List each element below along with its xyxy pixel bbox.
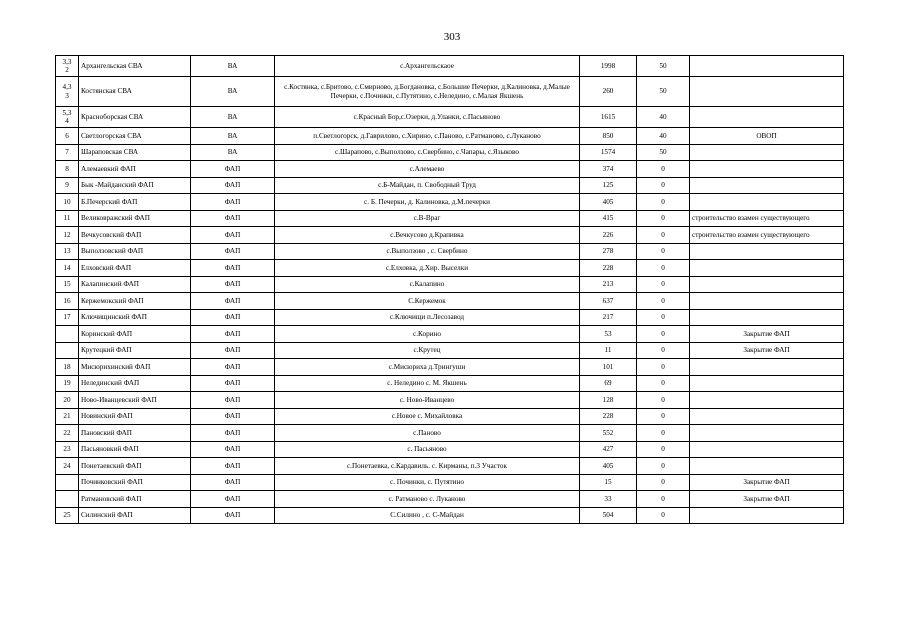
- facility-name-cell: Светлогорская СВА: [79, 128, 191, 145]
- facility-name-cell: Нелединский ФАП: [79, 375, 191, 392]
- served-settlements-cell: с.Крутец: [275, 342, 580, 359]
- facility-type-cell: ФАП: [191, 408, 275, 425]
- table-row: [56, 177, 844, 194]
- note-cell: [690, 309, 844, 326]
- table-row: [56, 161, 844, 178]
- row-number-cell: [56, 491, 79, 508]
- table-row: [56, 276, 844, 293]
- note-cell: [690, 359, 844, 376]
- row-number-cell: 6: [56, 128, 79, 145]
- served-settlements-cell: с.Вечкусово д.Крапивка: [275, 227, 580, 244]
- facility-type-cell: ФАП: [191, 210, 275, 227]
- row-number-cell: 11: [56, 210, 79, 227]
- load-cell: 0: [637, 210, 690, 227]
- facility-type-cell: ФАП: [191, 425, 275, 442]
- load-cell: 0: [637, 408, 690, 425]
- row-number-cell: 23: [56, 441, 79, 458]
- row-number-cell: 18: [56, 359, 79, 376]
- served-settlements-cell: с.Алемаево: [275, 161, 580, 178]
- facility-name-cell: Великовражский ФАП: [79, 210, 191, 227]
- load-cell: 0: [637, 474, 690, 491]
- load-cell: 50: [637, 56, 690, 77]
- facility-name-cell: Ново-Иванцевский ФАП: [79, 392, 191, 409]
- row-number-cell: 10: [56, 194, 79, 211]
- served-settlements-cell: с. Ратманово с. Луканово: [275, 491, 580, 508]
- facility-type-cell: ФАП: [191, 359, 275, 376]
- table-row: [56, 107, 844, 128]
- table-row: [56, 375, 844, 392]
- load-cell: 0: [637, 392, 690, 409]
- note-cell: строительство взамен существующего: [690, 227, 844, 244]
- served-settlements-cell: с.Корино: [275, 326, 580, 343]
- row-number-cell: 3,3 2: [56, 56, 79, 77]
- table-row: [56, 260, 844, 277]
- load-cell: 0: [637, 425, 690, 442]
- facility-name-cell: Пасьяновкий ФАП: [79, 441, 191, 458]
- row-number-cell: 16: [56, 293, 79, 310]
- table-body: [56, 56, 844, 524]
- population-cell: 128: [580, 392, 637, 409]
- row-number-cell: 4,3 3: [56, 77, 79, 107]
- note-cell: [690, 56, 844, 77]
- facility-name-cell: Пановский ФАП: [79, 425, 191, 442]
- population-cell: 33: [580, 491, 637, 508]
- row-number-cell: [56, 474, 79, 491]
- population-cell: 552: [580, 425, 637, 442]
- facility-type-cell: ФАП: [191, 243, 275, 260]
- served-settlements-cell: С.Силино , с. С-Майдан: [275, 507, 580, 524]
- facility-name-cell: Бык -Майданский ФАП: [79, 177, 191, 194]
- table-row: [56, 425, 844, 442]
- facility-type-cell: ФАП: [191, 227, 275, 244]
- served-settlements-cell: с.Мисюриха д.Трингуши: [275, 359, 580, 376]
- note-cell: [690, 293, 844, 310]
- served-settlements-cell: с.В-Враг: [275, 210, 580, 227]
- load-cell: 0: [637, 227, 690, 244]
- facility-type-cell: ФАП: [191, 441, 275, 458]
- page-number: 303: [443, 31, 461, 43]
- population-cell: 637: [580, 293, 637, 310]
- served-settlements-cell: с. Пасьяново: [275, 441, 580, 458]
- facility-type-cell: ФАП: [191, 458, 275, 475]
- note-cell: [690, 425, 844, 442]
- table-row: [56, 408, 844, 425]
- facility-name-cell: Калапинский ФАП: [79, 276, 191, 293]
- row-number-cell: 19: [56, 375, 79, 392]
- row-number-cell: 14: [56, 260, 79, 277]
- load-cell: 0: [637, 177, 690, 194]
- table-row: [56, 507, 844, 524]
- population-cell: 1998: [580, 56, 637, 77]
- row-number-cell: 21: [56, 408, 79, 425]
- facility-type-cell: ВА: [191, 128, 275, 145]
- row-number-cell: 12: [56, 227, 79, 244]
- table-row: [56, 491, 844, 508]
- load-cell: 0: [637, 260, 690, 277]
- facility-name-cell: Понетаевский ФАП: [79, 458, 191, 475]
- note-cell: [690, 260, 844, 277]
- served-settlements-cell: с. Починки, с. Путятино: [275, 474, 580, 491]
- table-row: [56, 56, 844, 77]
- load-cell: 40: [637, 128, 690, 145]
- load-cell: 0: [637, 507, 690, 524]
- load-cell: 0: [637, 293, 690, 310]
- population-cell: 405: [580, 458, 637, 475]
- served-settlements-cell: с.Понетаевка, с.Кардавиль. с. Кирманы, п.3 Участок: [275, 458, 580, 475]
- table-row: [56, 359, 844, 376]
- facility-type-cell: ВА: [191, 77, 275, 107]
- population-cell: 228: [580, 408, 637, 425]
- facility-name-cell: Ратмановский ФАП: [79, 491, 191, 508]
- facility-name-cell: Выползовский ФАП: [79, 243, 191, 260]
- load-cell: 0: [637, 458, 690, 475]
- table-row: [56, 293, 844, 310]
- served-settlements-cell: с.Выползово , с. Свербино: [275, 243, 580, 260]
- row-number-cell: 8: [56, 161, 79, 178]
- row-number-cell: 24: [56, 458, 79, 475]
- note-cell: [690, 144, 844, 161]
- facility-name-cell: Новинский ФАП: [79, 408, 191, 425]
- row-number-cell: 13: [56, 243, 79, 260]
- load-cell: 50: [637, 144, 690, 161]
- facility-type-cell: ВА: [191, 144, 275, 161]
- served-settlements-cell: с. Б. Печерки, д. Калиновка, д.М.печерки: [275, 194, 580, 211]
- facility-name-cell: Красноборская СВА: [79, 107, 191, 128]
- served-settlements-cell: с.Паново: [275, 425, 580, 442]
- facility-type-cell: ФАП: [191, 342, 275, 359]
- population-cell: 260: [580, 77, 637, 107]
- population-cell: 15: [580, 474, 637, 491]
- load-cell: 0: [637, 441, 690, 458]
- note-cell: [690, 507, 844, 524]
- table-row: [56, 309, 844, 326]
- load-cell: 40: [637, 107, 690, 128]
- facility-name-cell: Алемаевкий ФАП: [79, 161, 191, 178]
- load-cell: 0: [637, 243, 690, 260]
- population-cell: 504: [580, 507, 637, 524]
- table-row: [56, 243, 844, 260]
- note-cell: [690, 77, 844, 107]
- served-settlements-cell: с.Ключищи п.Лесозавод: [275, 309, 580, 326]
- table-row: [56, 458, 844, 475]
- table-row: [56, 392, 844, 409]
- note-cell: Закрытие ФАП: [690, 342, 844, 359]
- served-settlements-cell: с. Ново-Иванцево: [275, 392, 580, 409]
- facility-type-cell: ФАП: [191, 309, 275, 326]
- facility-name-cell: Кержемокский ФАП: [79, 293, 191, 310]
- facility-type-cell: ФАП: [191, 293, 275, 310]
- facility-name-cell: Починковский ФАП: [79, 474, 191, 491]
- population-cell: 405: [580, 194, 637, 211]
- facility-name-cell: Коринский ФАП: [79, 326, 191, 343]
- facility-name-cell: Силинский ФАП: [79, 507, 191, 524]
- population-cell: 1574: [580, 144, 637, 161]
- facilities-table: [55, 55, 844, 524]
- table-row: [56, 77, 844, 107]
- served-settlements-cell: с.Красный Бор,с.Озерки, д.Уланки, с.Пасьяново: [275, 107, 580, 128]
- load-cell: 0: [637, 326, 690, 343]
- row-number-cell: 15: [56, 276, 79, 293]
- load-cell: 0: [637, 491, 690, 508]
- load-cell: 0: [637, 276, 690, 293]
- served-settlements-cell: с.Б-Майдан, п. Свободный Труд: [275, 177, 580, 194]
- row-number-cell: 7: [56, 144, 79, 161]
- table-row: [56, 326, 844, 343]
- facility-type-cell: ФАП: [191, 392, 275, 409]
- note-cell: [690, 194, 844, 211]
- note-cell: [690, 441, 844, 458]
- served-settlements-cell: с.Калапино: [275, 276, 580, 293]
- row-number-cell: 20: [56, 392, 79, 409]
- facility-name-cell: Архангельская СВА: [79, 56, 191, 77]
- population-cell: 278: [580, 243, 637, 260]
- note-cell: [690, 177, 844, 194]
- population-cell: 213: [580, 276, 637, 293]
- load-cell: 0: [637, 342, 690, 359]
- load-cell: 0: [637, 194, 690, 211]
- note-cell: [690, 107, 844, 128]
- served-settlements-cell: С.Кержемок: [275, 293, 580, 310]
- population-cell: 374: [580, 161, 637, 178]
- population-cell: 101: [580, 359, 637, 376]
- note-cell: [690, 243, 844, 260]
- table-row: [56, 342, 844, 359]
- served-settlements-cell: с.Шарапово, с.Выползово, с.Свербино, с.Чапары, с.Языково: [275, 144, 580, 161]
- facility-name-cell: Крутецкий ФАП: [79, 342, 191, 359]
- facility-type-cell: ФАП: [191, 375, 275, 392]
- note-cell: ОВОП: [690, 128, 844, 145]
- note-cell: [690, 161, 844, 178]
- facility-name-cell: Костянская СВА: [79, 77, 191, 107]
- note-cell: Закрытие ФАП: [690, 474, 844, 491]
- table-row: [56, 210, 844, 227]
- row-number-cell: [56, 342, 79, 359]
- row-number-cell: 22: [56, 425, 79, 442]
- facility-type-cell: ФАП: [191, 260, 275, 277]
- facility-name-cell: Б.Печерский ФАП: [79, 194, 191, 211]
- note-cell: [690, 408, 844, 425]
- served-settlements-cell: с.Новое с. Михайловка: [275, 408, 580, 425]
- table-row: [56, 227, 844, 244]
- row-number-cell: 5,3 4: [56, 107, 79, 128]
- facility-name-cell: Мисюрихинский ФАП: [79, 359, 191, 376]
- population-cell: 11: [580, 342, 637, 359]
- population-cell: 1615: [580, 107, 637, 128]
- facility-type-cell: ФАП: [191, 161, 275, 178]
- population-cell: 850: [580, 128, 637, 145]
- note-cell: строительство взамен существующего: [690, 210, 844, 227]
- population-cell: 53: [580, 326, 637, 343]
- row-number-cell: 9: [56, 177, 79, 194]
- facility-name-cell: Шараповская СВА: [79, 144, 191, 161]
- facility-type-cell: ФАП: [191, 326, 275, 343]
- load-cell: 0: [637, 161, 690, 178]
- table-row: [56, 474, 844, 491]
- facility-type-cell: ФАП: [191, 276, 275, 293]
- load-cell: 0: [637, 359, 690, 376]
- note-cell: [690, 276, 844, 293]
- facility-name-cell: Елховский ФАП: [79, 260, 191, 277]
- row-number-cell: 17: [56, 309, 79, 326]
- load-cell: 50: [637, 77, 690, 107]
- facility-name-cell: Вечкусовский ФАП: [79, 227, 191, 244]
- facility-type-cell: ФАП: [191, 474, 275, 491]
- row-number-cell: 25: [56, 507, 79, 524]
- facility-type-cell: ВА: [191, 56, 275, 77]
- note-cell: [690, 392, 844, 409]
- population-cell: 415: [580, 210, 637, 227]
- table-row: [56, 194, 844, 211]
- note-cell: [690, 375, 844, 392]
- facility-type-cell: ФАП: [191, 194, 275, 211]
- population-cell: 226: [580, 227, 637, 244]
- facility-type-cell: ФАП: [191, 177, 275, 194]
- note-cell: Закрытие ФАП: [690, 326, 844, 343]
- note-cell: [690, 458, 844, 475]
- served-settlements-cell: п.Светлогорск, д.Гаврилово, с.Хирино, с.Паново, с.Ратманово, с.Луканово: [275, 128, 580, 145]
- row-number-cell: [56, 326, 79, 343]
- served-settlements-cell: с.Костянка, с.Бритово, с.Смирново, д.Богдановка, с.Большие Печерки, д.Калиновка, д.Малые Печерки, с.Починки, с.Путятино, с.Неледино, с.Малая Якшень: [275, 77, 580, 107]
- table-row: [56, 128, 844, 145]
- load-cell: 0: [637, 375, 690, 392]
- facility-type-cell: ФАП: [191, 507, 275, 524]
- facility-type-cell: ФАП: [191, 491, 275, 508]
- served-settlements-cell: с.Елховка, д.Хир. Выселки: [275, 260, 580, 277]
- note-cell: Закрытие ФАП: [690, 491, 844, 508]
- table-row: [56, 441, 844, 458]
- table-row: [56, 144, 844, 161]
- population-cell: 228: [580, 260, 637, 277]
- population-cell: 427: [580, 441, 637, 458]
- load-cell: 0: [637, 309, 690, 326]
- population-cell: 69: [580, 375, 637, 392]
- served-settlements-cell: с.Архангельскаое: [275, 56, 580, 77]
- facility-name-cell: Ключищинский ФАП: [79, 309, 191, 326]
- population-cell: 125: [580, 177, 637, 194]
- population-cell: 217: [580, 309, 637, 326]
- facility-type-cell: ВА: [191, 107, 275, 128]
- served-settlements-cell: с. Неледино с. М. Якшень: [275, 375, 580, 392]
